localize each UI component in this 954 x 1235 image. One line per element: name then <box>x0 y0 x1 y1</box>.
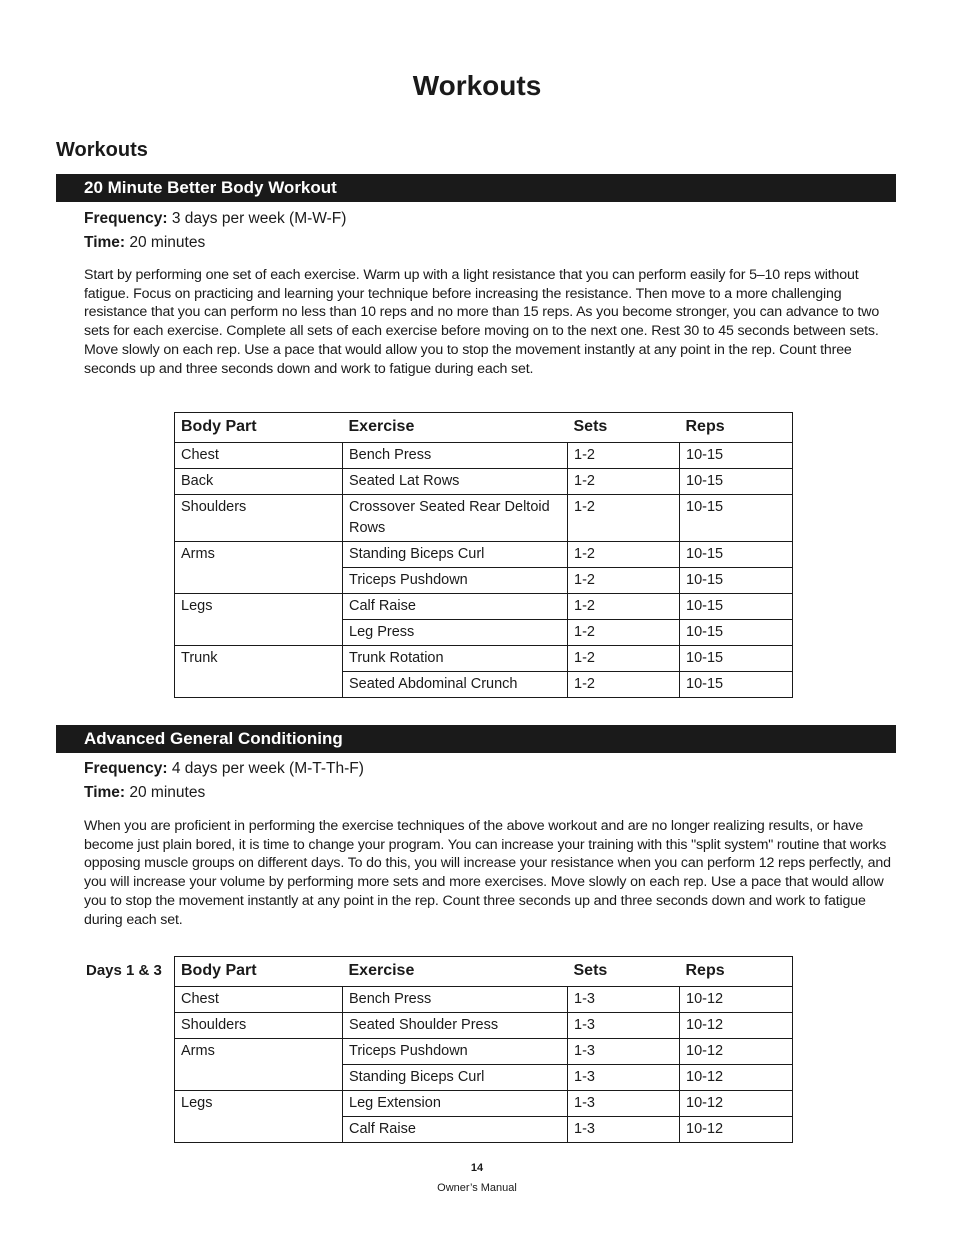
workout2-meta <box>84 757 364 805</box>
cell-exercise: Seated Shoulder Press <box>343 1013 568 1039</box>
table-row <box>175 495 793 542</box>
header-body-part: Body Part <box>175 413 343 443</box>
header-exercise: Exercise <box>343 413 568 443</box>
cell-reps: 10-15 <box>680 620 793 646</box>
frequency-label: Frequency: <box>84 210 168 227</box>
footer: Owner’s Manual <box>437 1182 517 1194</box>
cell-reps: 10-12 <box>680 1013 793 1039</box>
time-value: 20 minutes <box>125 234 206 251</box>
cell-reps: 10-15 <box>680 495 793 542</box>
cell-reps: 10-12 <box>680 1065 793 1091</box>
workout1-heading-bar <box>56 174 896 202</box>
cell-sets: 1-3 <box>568 1117 680 1143</box>
cell-reps: 10-15 <box>680 672 793 698</box>
cell-reps: 10-15 <box>680 568 793 594</box>
cell-sets: 1-2 <box>568 620 680 646</box>
table-row <box>175 443 793 469</box>
table-header-row <box>175 957 793 987</box>
cell-reps: 10-12 <box>680 987 793 1013</box>
cell-reps: 10-15 <box>680 594 793 620</box>
cell-sets: 1-3 <box>568 1013 680 1039</box>
cell-sets: 1-3 <box>568 1091 680 1117</box>
cell-body-part: Arms <box>175 542 343 594</box>
cell-exercise: Crossover Seated Rear Deltoid Rows <box>343 495 568 542</box>
table-row <box>175 646 793 672</box>
time-value: 20 minutes <box>125 784 206 801</box>
page-title: Workouts <box>412 70 542 101</box>
cell-body-part: Shoulders <box>175 1013 343 1039</box>
workout1-frequency <box>84 207 346 231</box>
table-row <box>175 1039 793 1065</box>
workout1-description: Start by performing one set of each exercise. Warm up with a light resistance that you can perform easily for 5–10 reps without fatigue. Focus on practicing and learning your technique before increasing the resistance. Then move to a more challenging resistance that you can perform no less than 10 reps and no more than 15 reps. As you become stronger, you can advance to two sets for each exercise. Complete all sets of each exercise before moving on to the next one. Rest 30 to 45 seconds between sets. Move slowly on each rep. Use a pace that would allow you to stop the movement instantly at any point in the rep. Count three seconds up and three seconds down and work to fatigue during each set. <box>84 267 880 377</box>
table-row <box>175 1013 793 1039</box>
workout2-heading: Advanced General Conditioning <box>84 729 343 748</box>
table-row <box>175 542 793 568</box>
table-header-row <box>175 413 793 443</box>
cell-sets: 1-2 <box>568 594 680 620</box>
cell-body-part: Legs <box>175 594 343 646</box>
header-sets: Sets <box>568 413 680 443</box>
page-number: 14 <box>470 1162 484 1174</box>
cell-reps: 10-12 <box>680 1039 793 1065</box>
cell-exercise: Triceps Pushdown <box>343 568 568 594</box>
cell-sets: 1-3 <box>568 1039 680 1065</box>
cell-body-part: Shoulders <box>175 495 343 542</box>
cell-exercise: Bench Press <box>343 443 568 469</box>
header-exercise: Exercise <box>343 957 568 987</box>
time-label: Time: <box>84 234 126 251</box>
cell-sets: 1-3 <box>568 987 680 1013</box>
cell-sets: 1-2 <box>568 568 680 594</box>
cell-sets: 1-2 <box>568 495 680 542</box>
cell-body-part: Chest <box>175 987 343 1013</box>
workout1-meta <box>84 207 346 255</box>
cell-reps: 10-15 <box>680 443 793 469</box>
table-row <box>175 594 793 620</box>
cell-reps: 10-15 <box>680 542 793 568</box>
cell-exercise: Seated Abdominal Crunch <box>343 672 568 698</box>
cell-exercise: Leg Press <box>343 620 568 646</box>
cell-exercise: Calf Raise <box>343 1117 568 1143</box>
cell-exercise: Bench Press <box>343 987 568 1013</box>
workout2-frequency <box>84 757 364 781</box>
header-body-part: Body Part <box>175 957 343 987</box>
days-label: Days 1 & 3 <box>86 962 162 979</box>
frequency-label: Frequency: <box>84 760 168 777</box>
cell-sets: 1-2 <box>568 646 680 672</box>
cell-body-part: Trunk <box>175 646 343 698</box>
header-sets: Sets <box>568 957 680 987</box>
cell-exercise: Triceps Pushdown <box>343 1039 568 1065</box>
header-reps: Reps <box>680 957 793 987</box>
workout2-description: When you are proficient in performing the exercise techniques of the above workout and are no longer realizing results, or have become just plain bored, it is time to change your program. You can increase your training with this "split system" routine that works opposing muscle groups on different days. To do this, you will increase your resistance when you can perform 12 reps perfectly, and you will increase your volume by performing more sets and more exercises. Move slowly on each rep. Use a pace that would allow you to stop the movement instantly at any point in the rep. Count three seconds up and three seconds down and work to fatigue during each set. <box>84 818 891 928</box>
cell-body-part: Back <box>175 469 343 495</box>
cell-sets: 1-2 <box>568 672 680 698</box>
frequency-value: 3 days per week (M-W-F) <box>167 210 347 227</box>
cell-body-part: Arms <box>175 1039 343 1091</box>
cell-body-part: Legs <box>175 1091 343 1143</box>
table-row <box>175 1091 793 1117</box>
cell-sets: 1-3 <box>568 1065 680 1091</box>
cell-exercise: Trunk Rotation <box>343 646 568 672</box>
cell-reps: 10-12 <box>680 1091 793 1117</box>
cell-exercise: Seated Lat Rows <box>343 469 568 495</box>
header-reps: Reps <box>680 413 793 443</box>
cell-exercise: Standing Biceps Curl <box>343 542 568 568</box>
cell-exercise: Standing Biceps Curl <box>343 1065 568 1091</box>
frequency-value: 4 days per week (M-T-Th-F) <box>167 760 364 777</box>
table-row <box>175 469 793 495</box>
table-row <box>175 987 793 1013</box>
workout2-time <box>84 781 364 805</box>
cell-reps: 10-15 <box>680 646 793 672</box>
cell-sets: 1-2 <box>568 443 680 469</box>
workout1-heading: 20 Minute Better Body Workout <box>84 178 337 197</box>
cell-body-part: Chest <box>175 443 343 469</box>
workout1-table <box>174 412 793 698</box>
workout2-heading-bar <box>56 725 896 753</box>
cell-reps: 10-12 <box>680 1117 793 1143</box>
workout1-time <box>84 231 346 255</box>
cell-sets: 1-2 <box>568 469 680 495</box>
workout2-table <box>174 956 793 1143</box>
section-heading: Workouts <box>56 139 148 161</box>
cell-sets: 1-2 <box>568 542 680 568</box>
cell-reps: 10-15 <box>680 469 793 495</box>
cell-exercise: Calf Raise <box>343 594 568 620</box>
time-label: Time: <box>84 784 126 801</box>
cell-exercise: Leg Extension <box>343 1091 568 1117</box>
